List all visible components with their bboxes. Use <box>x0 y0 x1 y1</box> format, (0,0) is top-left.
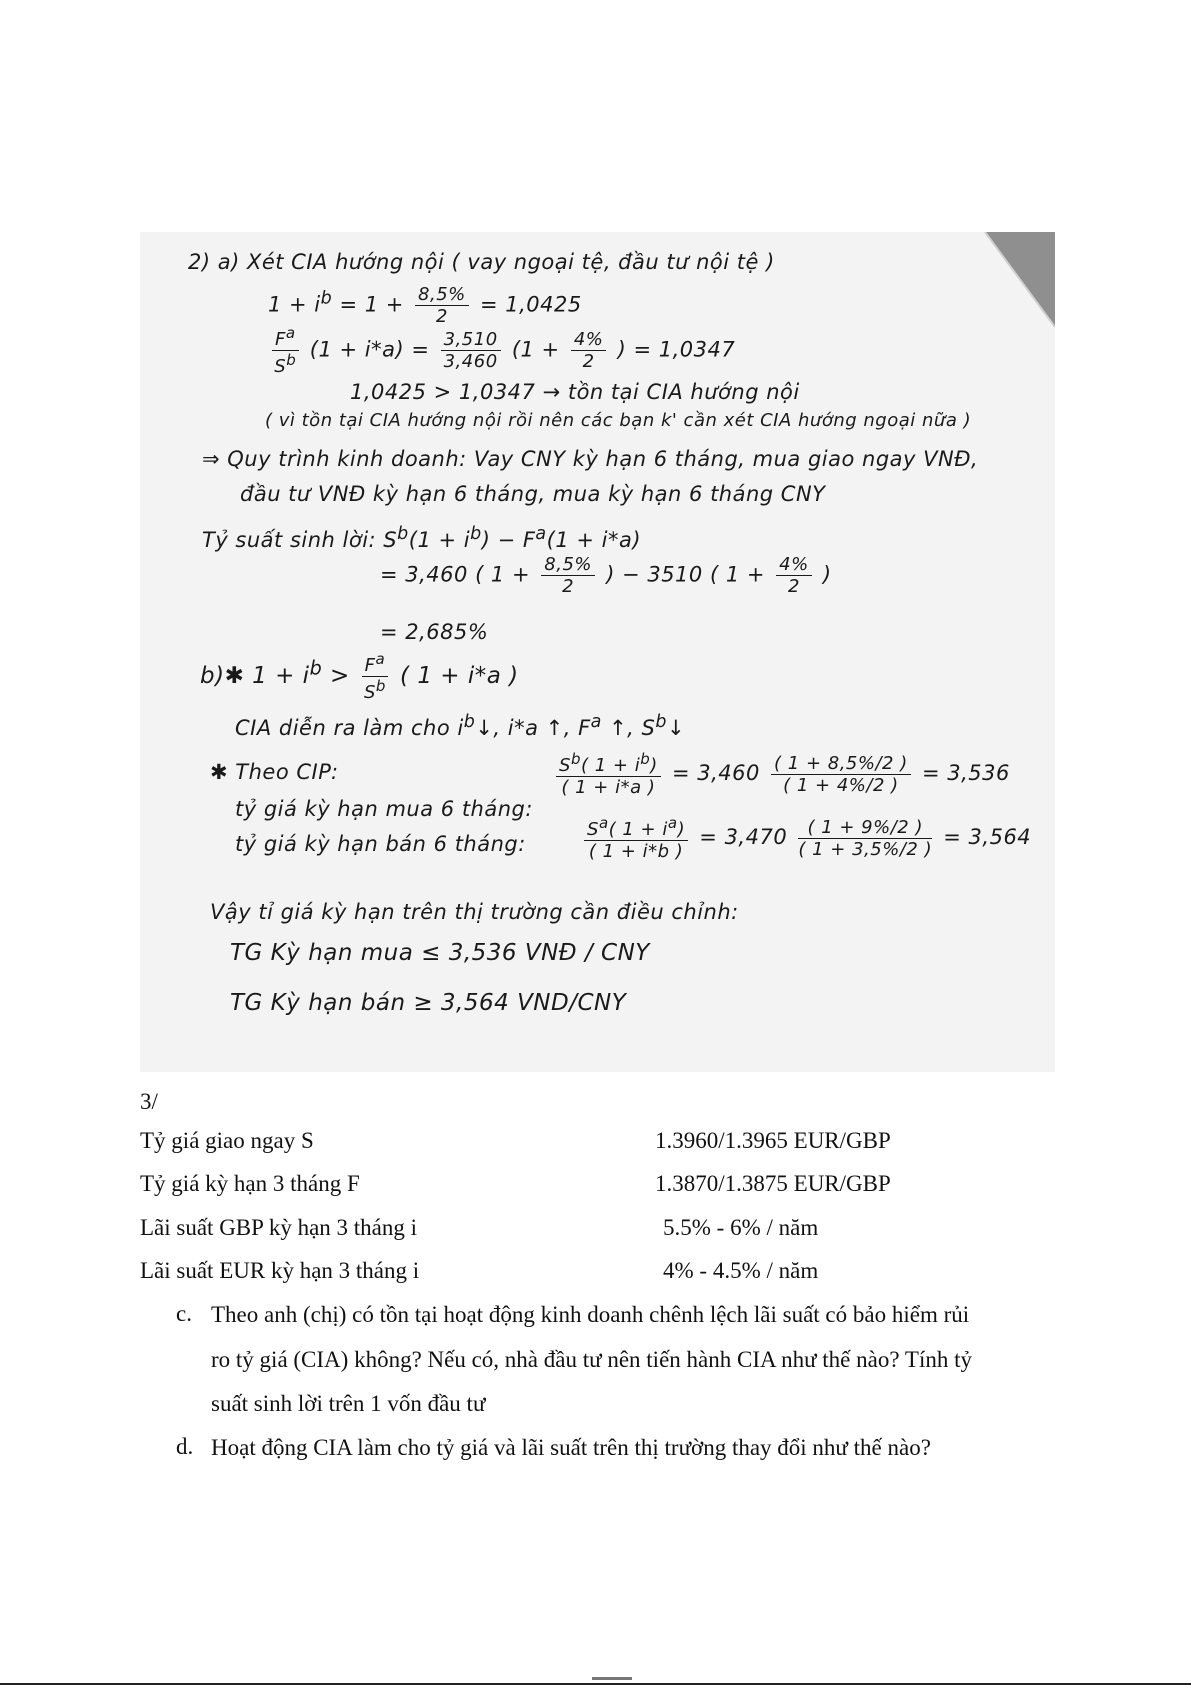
question-d-marker: d. <box>176 1434 194 1459</box>
hw-line-buy-rate: TG Kỳ hạn mua ≤ 3,536 VNĐ / CNY <box>230 940 650 966</box>
rate-value-eur-interest: 4% - 4.5% / năm <box>663 1258 819 1283</box>
hw-line-a: 2) a) Xét CIA hướng nội ( vay ngoại tệ, đầu tư nội tệ ) <box>188 250 775 274</box>
hw-line-note: ( vì tồn tại CIA hướng nội rồi nên các bạn k' cần xét CIA hướng ngoại nữa ) <box>265 410 972 431</box>
rate-value-spot: 1.3960/1.3965 EUR/GBP <box>655 1128 891 1153</box>
hw-line-sell-rate: TG Kỳ hạn bán ≥ 3,564 VND/CNY <box>230 990 627 1016</box>
hw-line-return-formula: Tỷ suất sinh lời: $S^b(1 + i^b) - F^a(1 + i*a)$ <box>202 524 642 552</box>
hw-line-b-inequality: b)✱ $1 + i^b$ > $\frac{F^a}{S^b}$ ( 1 + i*a ) <box>200 650 519 703</box>
rate-label-gbp-interest: Lãi suất GBP kỳ hạn 3 tháng i <box>140 1215 418 1240</box>
hw-line-process-1: ⇒ Quy trình kinh doanh: Vay CNY kỳ hạn 6 tháng, mua giao ngay VNĐ, <box>202 447 979 471</box>
rate-label-eur-interest: Lãi suất EUR kỳ hạn 3 tháng i <box>140 1258 420 1283</box>
hw-line-return-calc: = 3,460 ( 1 + $\frac{8,5\%}{2}$ ) − 3510 ( 1 + $\frac{4\%}{2}$ ) <box>380 554 832 597</box>
hw-line-sell-label: tỷ giá kỳ hạn bán 6 tháng: <box>235 832 526 856</box>
hw-line-forward-ratio: $\frac{F^a}{S^b}$ (1 + i*a) = $\frac{3,510}{3,460}$ (1 + $\frac{4\%}{2}$ ) = 1,0347 <box>268 324 735 377</box>
hw-line-buy-label: tỷ giá kỳ hạn mua 6 tháng: <box>235 797 533 821</box>
handwritten-solution-photo <box>140 232 1055 1072</box>
rate-label-forward: Tỷ giá kỳ hạn 3 tháng F <box>140 1171 360 1196</box>
hw-line-interest: $1 + i^b = 1$ + $\frac{8,5\%}{2}$ = 1,0425 <box>268 284 582 327</box>
hw-line-cip-title: ✱ Theo CIP: <box>210 760 339 784</box>
question-d-line-1: Hoạt động CIA làm cho tỷ giá và lãi suất trên thị trường thay đổi như thế nào? <box>211 1435 931 1460</box>
hw-line-comparison: 1,0425 > 1,0347 → tồn tại CIA hướng nội <box>350 380 800 404</box>
question-c-line-1: Theo anh (chị) có tồn tại hoạt động kinh doanh chênh lệch lãi suất có bảo hiểm rủi <box>211 1302 970 1327</box>
section-heading: 3/ <box>140 1089 158 1114</box>
page-footer-mark <box>592 1677 632 1680</box>
hw-line-cia-effects: CIA diễn ra làm cho $i^b↓$, i*a ↑, $F^a$ ↑, $S^b↓$ <box>235 712 686 740</box>
hw-line-conclusion: Vậy tỉ giá kỳ hạn trên thị trường cần điều chỉnh: <box>210 900 739 924</box>
hw-line-return-result: = 2,685% <box>380 620 489 644</box>
rate-label-spot: Tỷ giá giao ngay S <box>140 1128 314 1153</box>
question-c-line-2: ro tỷ giá (CIA) không? Nếu có, nhà đầu tư nên tiến hành CIA như thế nào? Tính tỷ <box>211 1347 972 1372</box>
rate-value-forward: 1.3870/1.3875 EUR/GBP <box>655 1171 891 1196</box>
question-c-line-3: suất sinh lời trên 1 vốn đầu tư <box>211 1391 486 1416</box>
question-c-marker: c. <box>176 1301 192 1326</box>
hw-line-cip-buy-formula: $\frac{S^b( 1 + i^b)}{( 1 + i*a )}$ = 3,460 $\frac{( 1 + 8,5\%/2 )}{( 1 + 4\%/2 )}$ = 3,536 <box>552 750 1010 798</box>
rate-value-gbp-interest: 5.5% - 6% / năm <box>663 1215 819 1240</box>
hw-line-cip-sell-formula: $\frac{S^a( 1 + i^a)}{( 1 + i*b )}$ = 3,470 $\frac{( 1 + 9\%/2 )}{( 1 + 3,5\%/2 )}$ = 3,564 <box>580 814 1031 862</box>
hw-line-process-2: đầu tư VNĐ kỳ hạn 6 tháng, mua kỳ hạn 6 tháng CNY <box>240 482 826 506</box>
